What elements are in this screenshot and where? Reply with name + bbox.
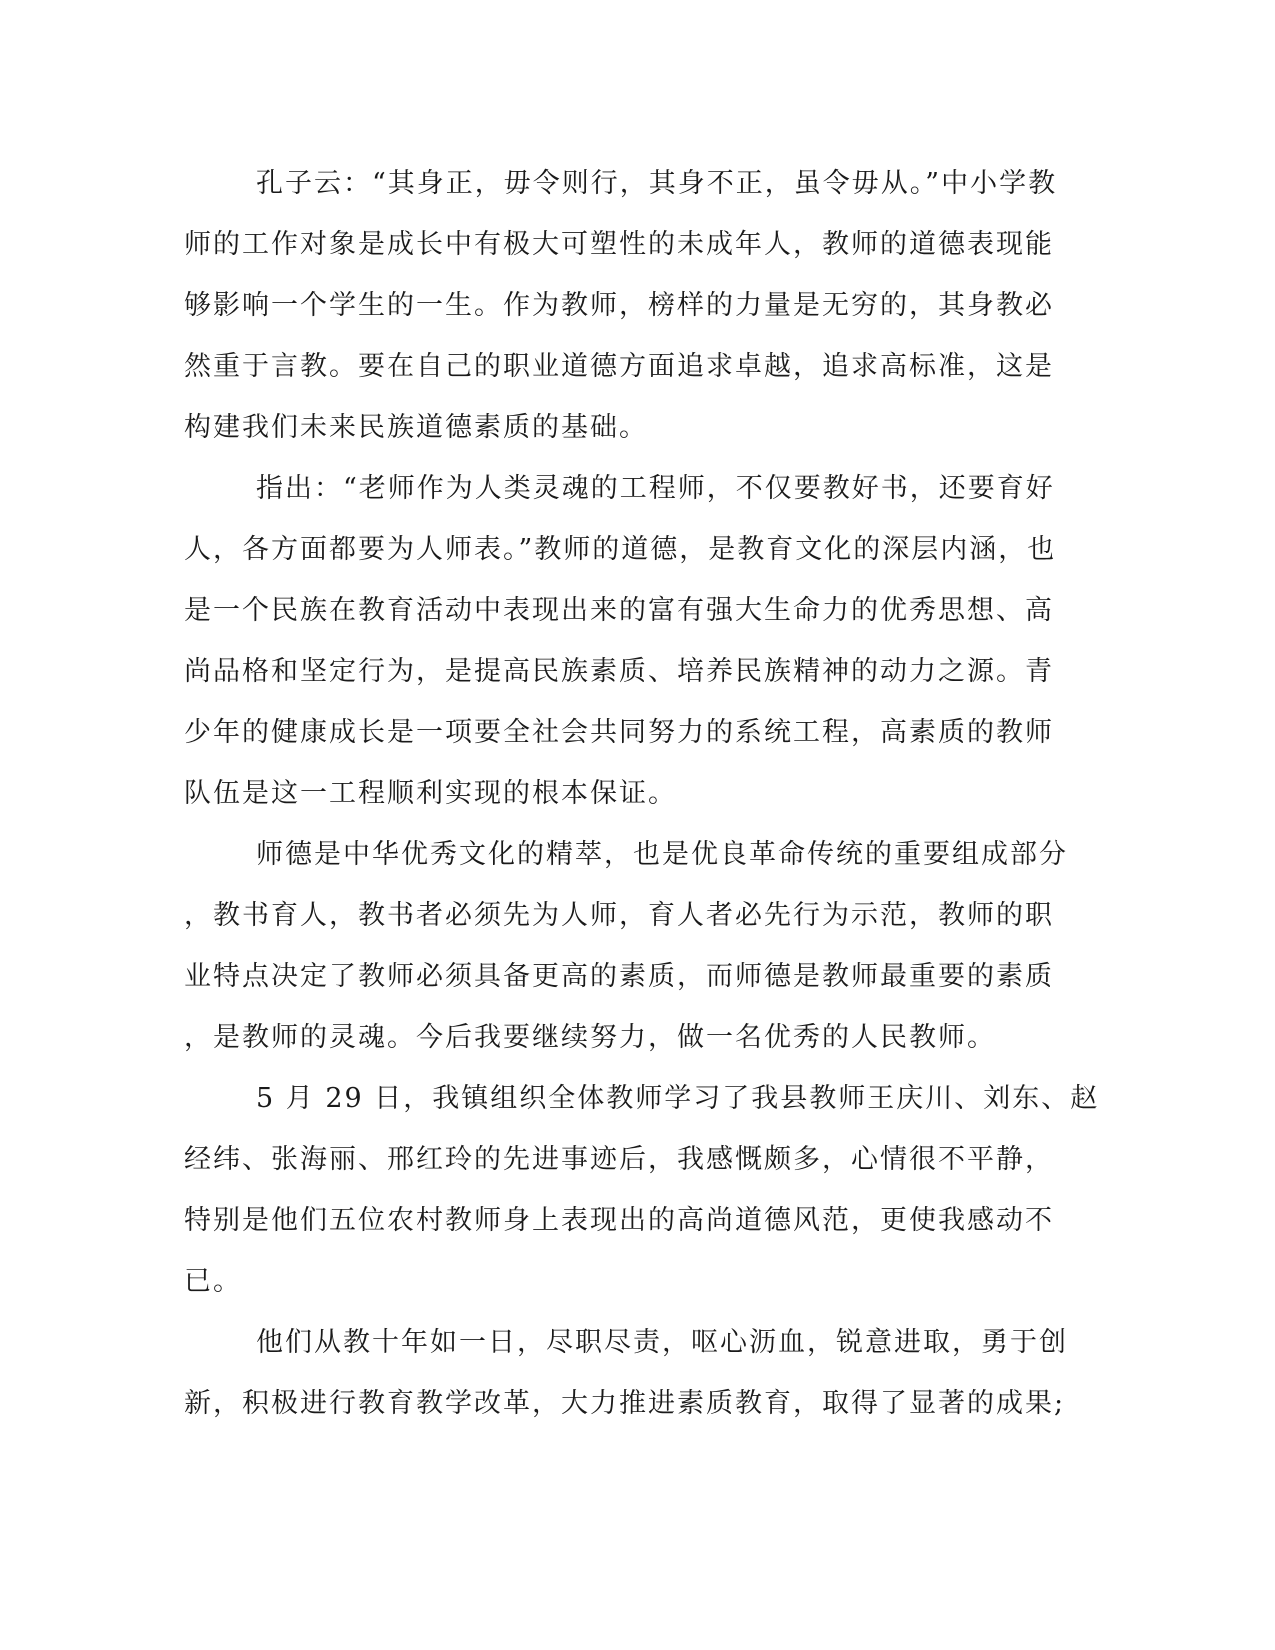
text-line: ，教书育人，教书者必须先为人师，育人者必先行为示范，教师的职 [184, 900, 1054, 931]
text-line: 然重于言教。要在自己的职业道德方面追求卓越，追求高标准，这是 [184, 351, 1054, 382]
text-line: 新，积极进行教育教学改革，大力推进素质教育，取得了显著的成果; [184, 1388, 1066, 1419]
text-line: 人，各方面都要为人师表。”教师的道德，是教育文化的深层内涵，也 [184, 534, 1057, 565]
text-line: 经纬、张海丽、邢红玲的先进事迹后，我感慨颇多，心情很不平静， [184, 1144, 1054, 1175]
text-line: 孔子云：“其身正，毋令则行，其身不正，虽令毋从。”中小学教 [256, 168, 1058, 199]
text-line: ，是教师的灵魂。今后我要继续努力，做一名优秀的人民教师。 [184, 1022, 996, 1053]
text-line: 队伍是这一工程顺利实现的根本保证。 [184, 778, 677, 809]
text-line: 尚品格和坚定行为，是提高民族素质、培养民族精神的动力之源。青 [184, 656, 1054, 687]
text-line: 已。 [184, 1266, 242, 1297]
text-line: 师德是中华优秀文化的精萃，也是优良革命传统的重要组成部分 [256, 839, 1068, 870]
text-line: 5 月 29 日，我镇组织全体教师学习了我县教师王庆川、刘东、赵 [256, 1083, 1100, 1114]
text-line: 指出：“老师作为人类灵魂的工程师，不仅要教好书，还要育好 [256, 473, 1055, 504]
text-line: 是一个民族在教育活动中表现出来的富有强大生命力的优秀思想、高 [184, 595, 1054, 626]
text-line: 构建我们未来民族道德素质的基础。 [184, 412, 648, 443]
text-line: 师的工作对象是成长中有极大可塑性的未成年人，教师的道德表现能 [184, 229, 1054, 260]
text-line: 业特点决定了教师必须具备更高的素质，而师德是教师最重要的素质 [184, 961, 1054, 992]
text-line: 特别是他们五位农村教师身上表现出的高尚道德风范，更使我感动不 [184, 1205, 1054, 1236]
text-line: 够影响一个学生的一生。作为教师，榜样的力量是无穷的，其身教必 [184, 290, 1054, 321]
document-body [184, 153, 1100, 1434]
text-line: 少年的健康成长是一项要全社会共同努力的系统工程，高素质的教师 [184, 717, 1054, 748]
text-line: 他们从教十年如一日，尽职尽责，呕心沥血，锐意进取，勇于创 [256, 1327, 1068, 1358]
